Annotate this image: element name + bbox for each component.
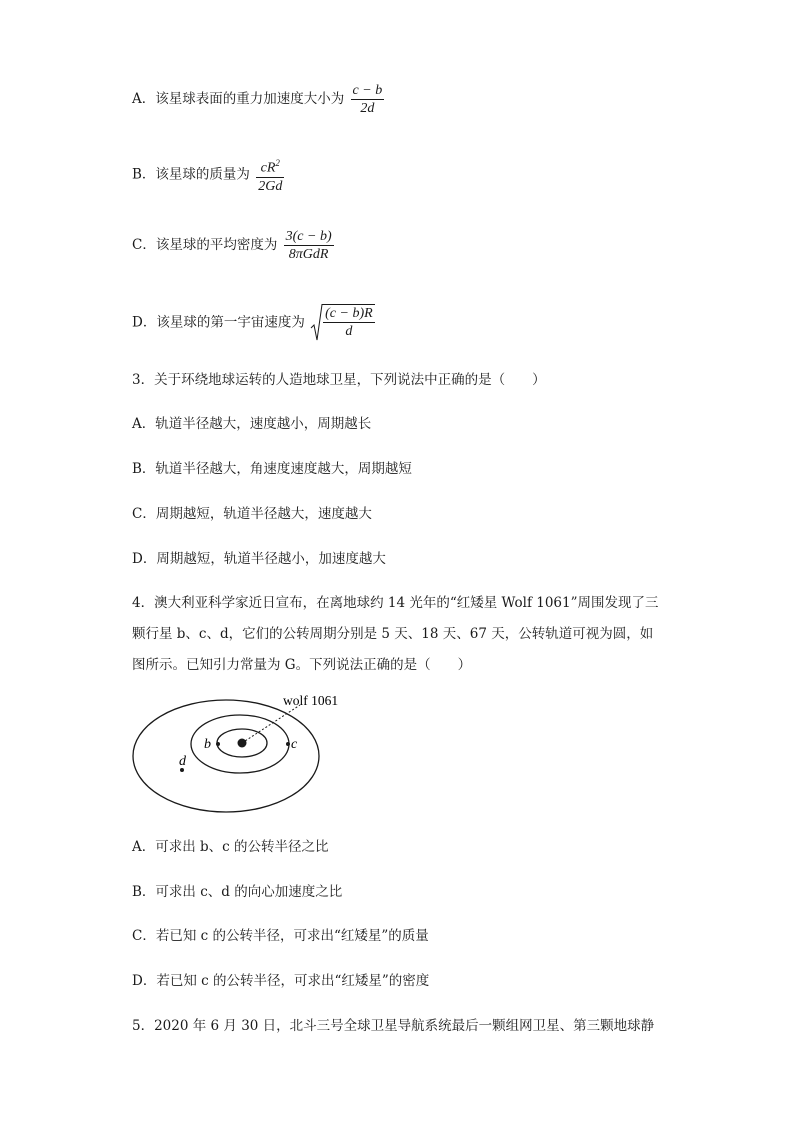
planet-b-label: b [204,737,211,752]
q3-option-d: D．周期越短，轨道半径越小，加速度越大 [132,551,386,567]
sqrt-radicand [323,304,375,342]
q5-stem-line-1: 5．2020 年 6 月 30 日，北斗三号全球卫星导航系统最后一颗组网卫星、第三颗地球静 [132,1018,655,1034]
star-label: wolf 1061 [283,693,339,708]
orbit-d [133,700,319,812]
q2-option-c-fraction [284,228,334,263]
q2-option-c [132,228,334,263]
fraction-numerator: 3(c − b) [285,229,332,244]
q4-option-b: B．可求出 c、d 的向心加速度之比 [132,884,343,900]
q2-option-a [132,82,384,117]
fraction-numerator: (c − b)R [325,306,373,321]
fraction-numerator: c − b [352,83,383,98]
q2-option-d-fraction [323,305,375,340]
q2-option-d-text: D．该星球的第一宇宙速度为 [132,314,305,331]
planet-c-label: c [291,737,298,752]
q4-option-a: A．可求出 b、c 的公转半径之比 [132,839,329,855]
planet-d-label: d [179,754,186,769]
q2-option-b-text: B．该星球的质量为 [132,166,250,183]
q3-option-c: C．周期越短，轨道半径越大，速度越大 [132,506,372,522]
radical-sign-icon [311,304,323,342]
fraction-numerator [256,155,284,177]
q2-option-d [132,304,375,342]
planet-b [216,742,220,746]
q4-stem-line-1: 4．澳大利亚科学家近日宣布，在离地球约 14 光年的“红矮星 Wolf 1061”周围发现了三 [132,595,659,611]
q2-option-c-text: C．该星球的平均密度为 [132,237,278,253]
sqrt-expression [311,304,375,342]
fraction-denominator: 2d [351,99,385,117]
q4-option-d: D．若已知 c 的公转半径，可求出“红矮星”的密度 [132,973,430,989]
q3-option-b: B．轨道半径越大，角速度速度越大，周期越短 [132,461,412,477]
fraction-denominator: d [323,322,375,340]
orbit-diagram [128,688,339,818]
q4-stem-line-3: 图所示。已知引力常量为 G。下列说法正确的是（ ） [132,657,472,673]
q2-option-b [132,155,284,195]
fraction-denominator: 8πGdR [284,245,334,263]
q2-option-b-fraction [256,155,284,195]
numerator-base: cR [260,160,276,176]
q4-stem-line-2: 颗行星 b、c、d，它们的公转周期分别是 5 天、18 天、67 天，公转轨道可视为圆，如 [132,626,654,642]
q2-option-a-fraction [351,82,385,117]
numerator-exponent: 2 [275,158,280,168]
fraction-denominator: 2Gd [258,178,283,194]
q3-stem: 3．关于环绕地球运转的人造地球卫星，下列说法中正确的是（ ） [132,372,546,388]
q2-option-a-text: A．该星球表面的重力加速度大小为 [132,91,345,107]
q3-option-a: A．轨道半径越大，速度越小，周期越长 [132,416,372,432]
planet-c [286,742,290,746]
q4-option-c: C．若已知 c 的公转半径，可求出“红矮星”的质量 [132,928,429,944]
